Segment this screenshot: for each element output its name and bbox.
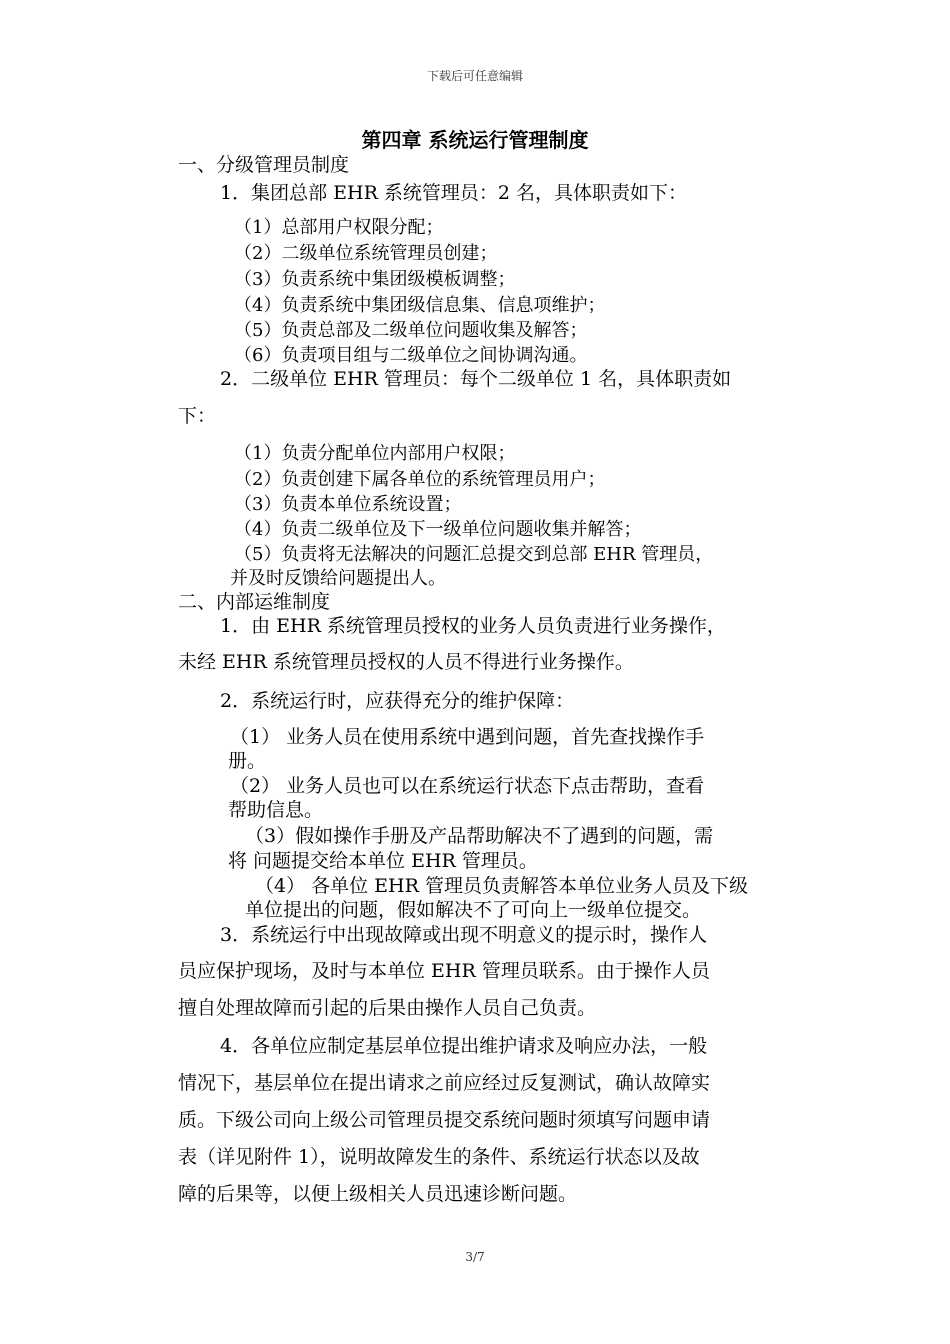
paragraph: 2．系统运行时，应获得充分的维护保障： (220, 690, 575, 712)
paragraph: 质。下级公司向上级公司管理员提交系统问题时须填写问题申请 (178, 1109, 711, 1131)
paragraph: 1．由 EHR 系统管理员授权的业务人员负责进行业务操作， (220, 615, 726, 637)
paragraph: 4．各单位应制定基层单位提出维护请求及响应办法，一般 (220, 1035, 708, 1057)
sub-item: （4） 各单位 EHR 管理员负责解答本单位业务人员及下级 (255, 875, 748, 897)
paragraph: 下： (178, 405, 217, 427)
paragraph: 2．二级单位 EHR 管理员：每个二级单位 1 名，具体职责如 (220, 368, 732, 390)
paragraph: 员应保护现场，及时与本单位 EHR 管理员联系。由于操作人员 (178, 960, 710, 982)
list-item: （5）负责总部及二级单位问题收集及解答； (234, 320, 588, 341)
list-item: （1）总部用户权限分配； (234, 217, 444, 238)
list-item: （3）负责本单位系统设置； (234, 494, 462, 515)
list-item: （2）二级单位系统管理员创建； (234, 243, 498, 264)
sub-item: （2） 业务人员也可以在系统运行状态下点击帮助，查看 (230, 775, 705, 797)
sub-item: （1） 业务人员在使用系统中遇到问题，首先查找操作手 (230, 726, 705, 748)
list-item: （3）负责系统中集团级模板调整； (234, 269, 516, 290)
chapter-title: 第四章 系统运行管理制度 (361, 128, 589, 152)
paragraph: 障的后果等，以便上级相关人员迅速诊断问题。 (178, 1183, 578, 1205)
sub-item: 册。 (228, 750, 267, 772)
paragraph: 1．集团总部 EHR 系统管理员：2 名，具体职责如下： (220, 182, 688, 204)
list-item: （4）负责系统中集团级信息集、信息项维护； (234, 295, 606, 316)
paragraph: 擅自处理故障而引起的后果由操作人员自己负责。 (178, 997, 597, 1019)
list-item: （1）负责分配单位内部用户权限； (234, 443, 516, 464)
list-item: 并及时反馈给问题提出人。 (230, 568, 446, 589)
section-heading-2: 二、内部运维制度 (178, 591, 331, 613)
sub-item: 单位提出的问题，假如解决不了可向上一级单位提交。 (245, 899, 702, 921)
list-item: （6）负责项目组与二级单位之间协调沟通。 (234, 345, 588, 366)
sub-item: （3）假如操作手册及产品帮助解决不了遇到的问题，需 (245, 825, 714, 847)
list-item: （4）负责二级单位及下一级单位问题收集并解答； (234, 519, 642, 540)
page-number: 3/7 (465, 1250, 485, 1264)
section-heading-1: 一、分级管理员制度 (178, 154, 350, 176)
list-item: （5）负责将无法解决的问题汇总提交到总部 EHR 管理员， (234, 544, 714, 565)
list-item: （2）负责创建下属各单位的系统管理员用户； (234, 469, 606, 490)
paragraph: 3．系统运行中出现故障或出现不明意义的提示时，操作人 (220, 924, 708, 946)
paragraph: 未经 EHR 系统管理员授权的人员不得进行业务操作。 (178, 651, 634, 673)
sub-item: 帮助信息。 (228, 799, 324, 821)
page-header: 下载后可任意编辑 (426, 69, 523, 83)
paragraph: 表（详见附件 1），说明故障发生的条件、系统运行状态以及故 (178, 1146, 700, 1168)
paragraph: 情况下，基层单位在提出请求之前应经过反复测试，确认故障实 (178, 1072, 711, 1094)
sub-item: 将 问题提交给本单位 EHR 管理员。 (228, 850, 538, 872)
